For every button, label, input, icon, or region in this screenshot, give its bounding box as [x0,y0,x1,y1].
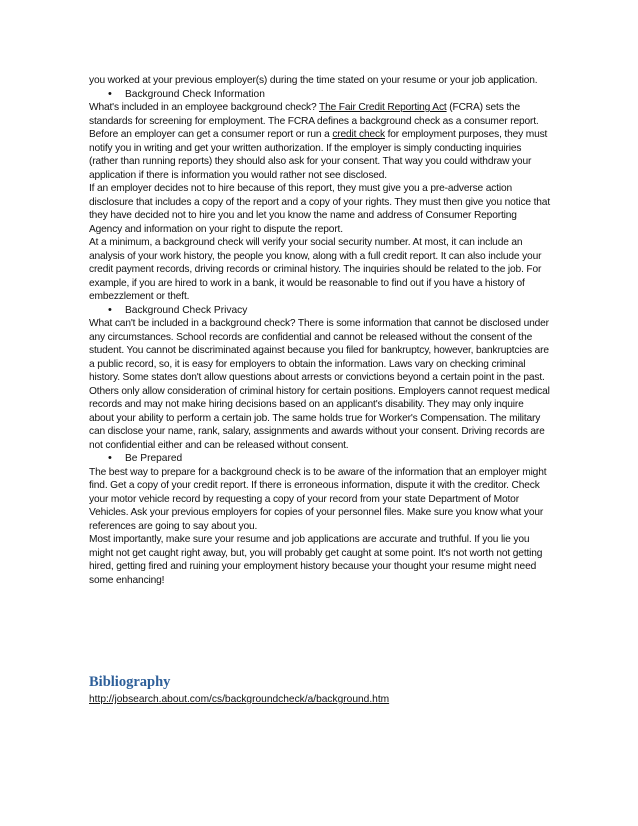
prepared-paragraph-2: Most importantly, make sure your resume and job applications are accurate and truthful. If you lie you might not get caught right away, but, you will probably get caught at some point. It's not worth not getting hired, getting fired and ruining your employment history because your thought your resume might need some enhancing! [89,534,543,586]
bullet-list-prepared [89,452,551,466]
info-text-b: (FCRA) sets the standards for screening for employment. The FCRA defines a background check as a consumer report. Before an employer can get a consumer report or run a [89,102,539,140]
privacy-paragraph-1: What can't be included in a background check? There is some information that cannot be disclosed under any circumstances. School records are confidential and cannot be released without the consent of the student. You cannot be discriminated against because you filed for bankruptcy, however, bankruptcies are a public record, so, it is easy for employers to obtain the information. Laws vary on checking criminal history. Some states don't allow questions about arrests or convictions beyond a certain point in the past. Others only allow consideration of criminal history for certain positions. Employers cannot request medical records and may not make hiring decisions based on an applicant's disability. They may only inquire about your ability to perform a certain job. The same holds true for Worker's Compensation. The military can disclose your name, rank, salary, assignments and awards without your consent. Driving records are not confidential either and can be released without consent. [89,318,550,451]
intro-paragraph: you worked at your previous employer(s) during the time stated on your resume or your job application. [89,75,538,86]
bullet-list-privacy [89,304,551,318]
body-text [89,74,551,587]
bullet-background-check-privacy: • Background Check Privacy [89,304,551,318]
bullet-be-prepared: • Be Prepared [89,452,551,466]
info-text-c: for employment purposes, they must notify you in writing and get your written authorization. If the employer is simply conducting inquiries (rather than running reports) they should also ask for your consent. That way you could withdraw your application if there is information you would rather not see disclosed. [89,129,548,181]
credit-check-link[interactable]: credit check [332,129,385,140]
bullet-list-info [89,88,551,102]
bullet-background-check-information: • Background Check Information [89,88,551,102]
info-paragraph-2: If an employer decides not to hire because of this report, they must give you a pre-adverse action disclosure that includes a copy of the report and a copy of your rights. They must then give you notice that they have decided not to hire you and let you know the name and address of Consumer Reporting Agency and information on your right to dispute the report. [89,183,550,235]
info-paragraph-3: At a minimum, a background check will verify your social security number. At most, it can include an analysis of your work history, the people you know, along with a full credit report. It can also include your credit payment records, driving records or criminal history. The inquiries should be related to the job. For example, if you are hired to work in a bank, it would be reasonable to find out if you have a history of embezzlement or theft. [89,237,542,302]
bibliography-heading: Bibliography [89,674,171,690]
info-text-a: What's included in an employee background check? [89,102,319,113]
prepared-paragraph-1: The best way to prepare for a background check is to be aware of the information that an employer might find. Get a copy of your credit report. If there is erroneous information, dispute it with the creditor. Check your motor vehicle record by requesting a copy of your record from your state Department of Motor Vehicles. Ask your previous employers for copies of your personnel files. Make sure you know what your references are going to say about you. [89,466,547,532]
fcra-link[interactable]: The Fair Credit Reporting Act [319,102,447,113]
info-paragraph-1 [89,101,551,182]
bibliography-url-link[interactable]: http://jobsearch.about.com/cs/backgroundcheck/a/background.htm [89,694,390,705]
